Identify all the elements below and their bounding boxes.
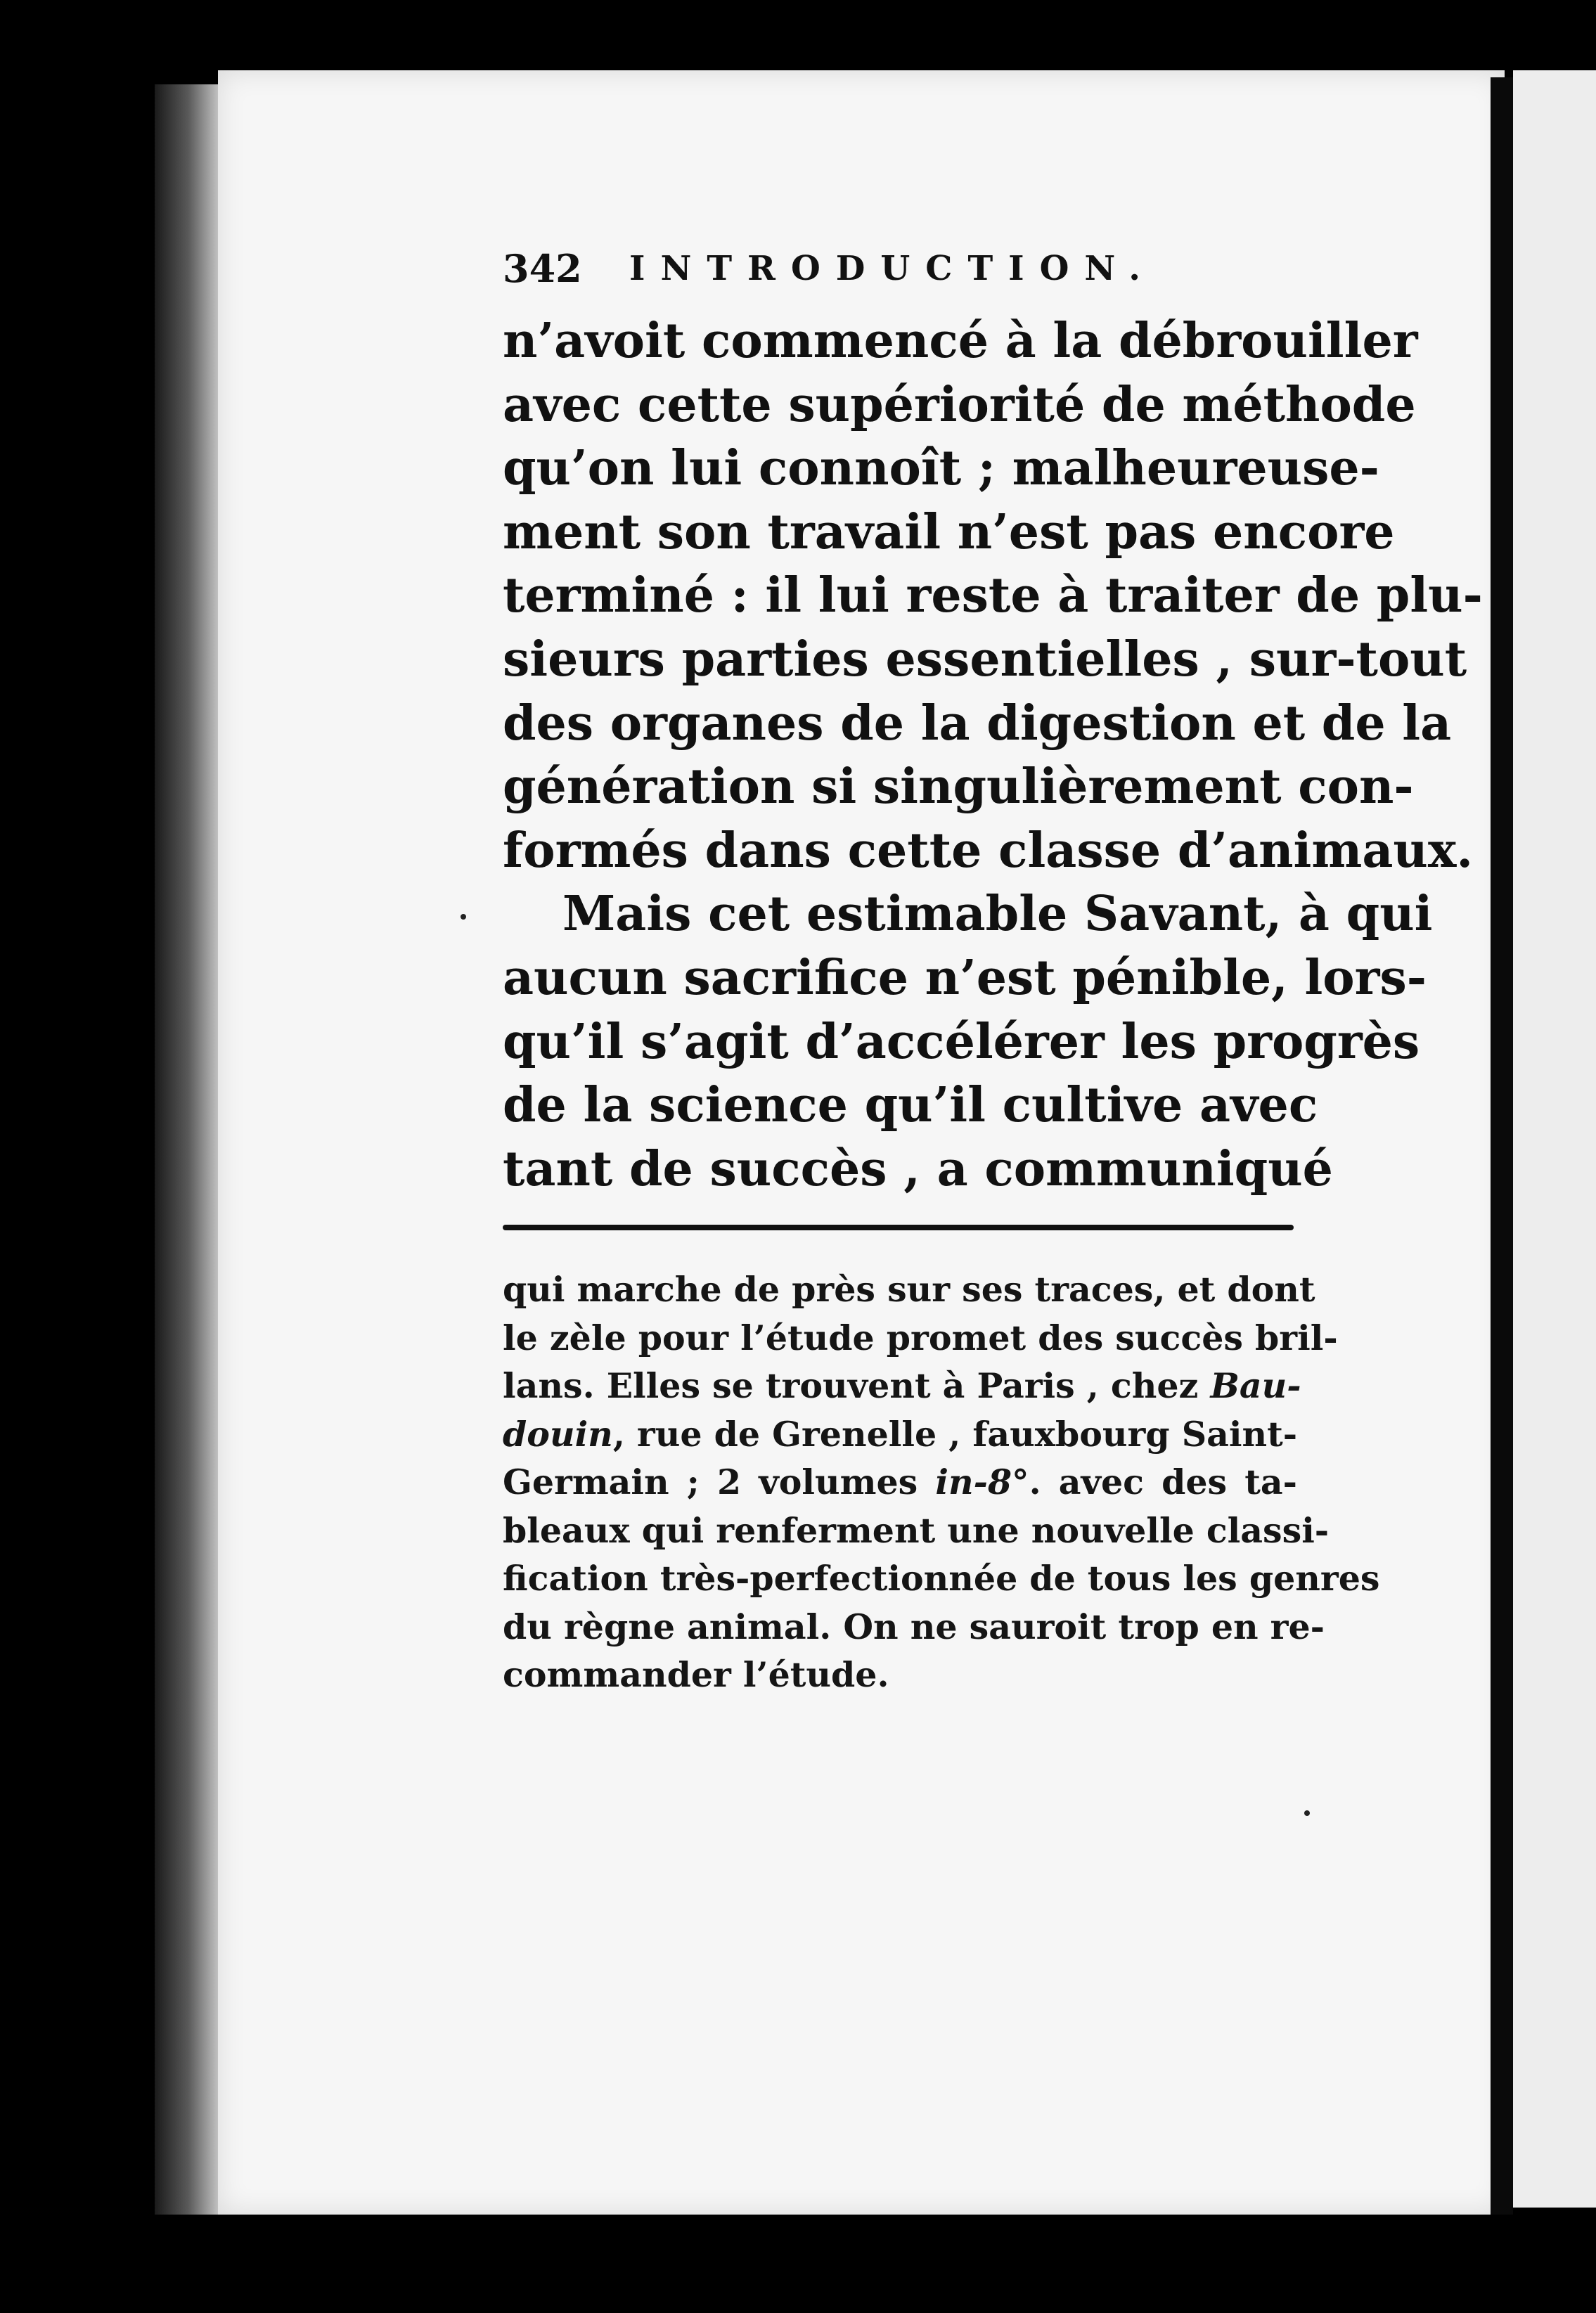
footnote-line: du règne animal. On ne sauroit trop en re- [503, 1606, 1325, 1647]
text-line: tant de succès , a communiqué [503, 1140, 1333, 1197]
main-text-block [503, 309, 1483, 1201]
text-line: n’avoit commencé à la débrouiller [503, 313, 1418, 369]
page-gutter [1491, 77, 1513, 2229]
scan-bottom-border [155, 2215, 1596, 2313]
running-head [503, 246, 1297, 302]
footnote-line: fication très-perfectionnée de tous les genres [503, 1558, 1380, 1599]
text-line: de la science qu’il cultive avec [503, 1077, 1318, 1134]
text-line: Mais cet estimable Savant, à qui [562, 886, 1433, 943]
footnote-line: le zèle pour l’étude promet des succès bril- [503, 1317, 1338, 1358]
text-line: terminé : il lui reste à traiter de plu- [503, 567, 1483, 624]
text-line: qu’il s’agit d’accélérer les progrès [503, 1013, 1420, 1070]
text-line: génération si singulièrement con- [503, 759, 1414, 816]
text-line: des organes de la digestion et de la [503, 695, 1452, 752]
text-line: avec cette supériorité de méthode [503, 376, 1416, 433]
ink-speck [461, 914, 466, 920]
text-line: aucun sacrifice n’est pénible, lors- [503, 949, 1427, 1006]
format-italic: in-8° [935, 1462, 1029, 1502]
footnote-line: qui marche de près sur ses traces, et dont [503, 1269, 1315, 1310]
footnote-text: . avec des ta- [1029, 1462, 1297, 1502]
footnote-line: commander l’étude. [503, 1654, 889, 1695]
section-title: INTRODUCTION. [629, 249, 1156, 288]
footnote-rule [503, 1225, 1294, 1230]
footnote-line [503, 1410, 1297, 1459]
footnote-line [503, 1362, 1301, 1410]
author-name-italic: douin [503, 1413, 613, 1455]
footnote-line [503, 1458, 1297, 1507]
footnote-block [503, 1265, 1380, 1699]
text-line: ment son travail n’est pas encore [503, 503, 1395, 560]
author-name-italic: Bau- [1210, 1365, 1301, 1406]
adjacent-page-edge [1513, 70, 1596, 2208]
ink-speck [1304, 1810, 1310, 1816]
text-line: qu’on lui connoît ; malheureuse- [503, 440, 1379, 497]
footnote-text: lans. Elles se trouvent à Paris , chez [503, 1365, 1211, 1406]
text-line: sieurs parties essentielles , sur-tout [503, 631, 1467, 688]
text-line: formés dans cette classe d’animaux. [503, 822, 1474, 879]
footnote-text: Germain ; 2 volumes [503, 1462, 936, 1502]
footnote-text: , rue de Grenelle , fauxbourg Saint- [612, 1413, 1298, 1455]
page-number: 342 [503, 246, 582, 291]
footnote-line: bleaux qui renferment une nouvelle classi- [503, 1509, 1330, 1551]
